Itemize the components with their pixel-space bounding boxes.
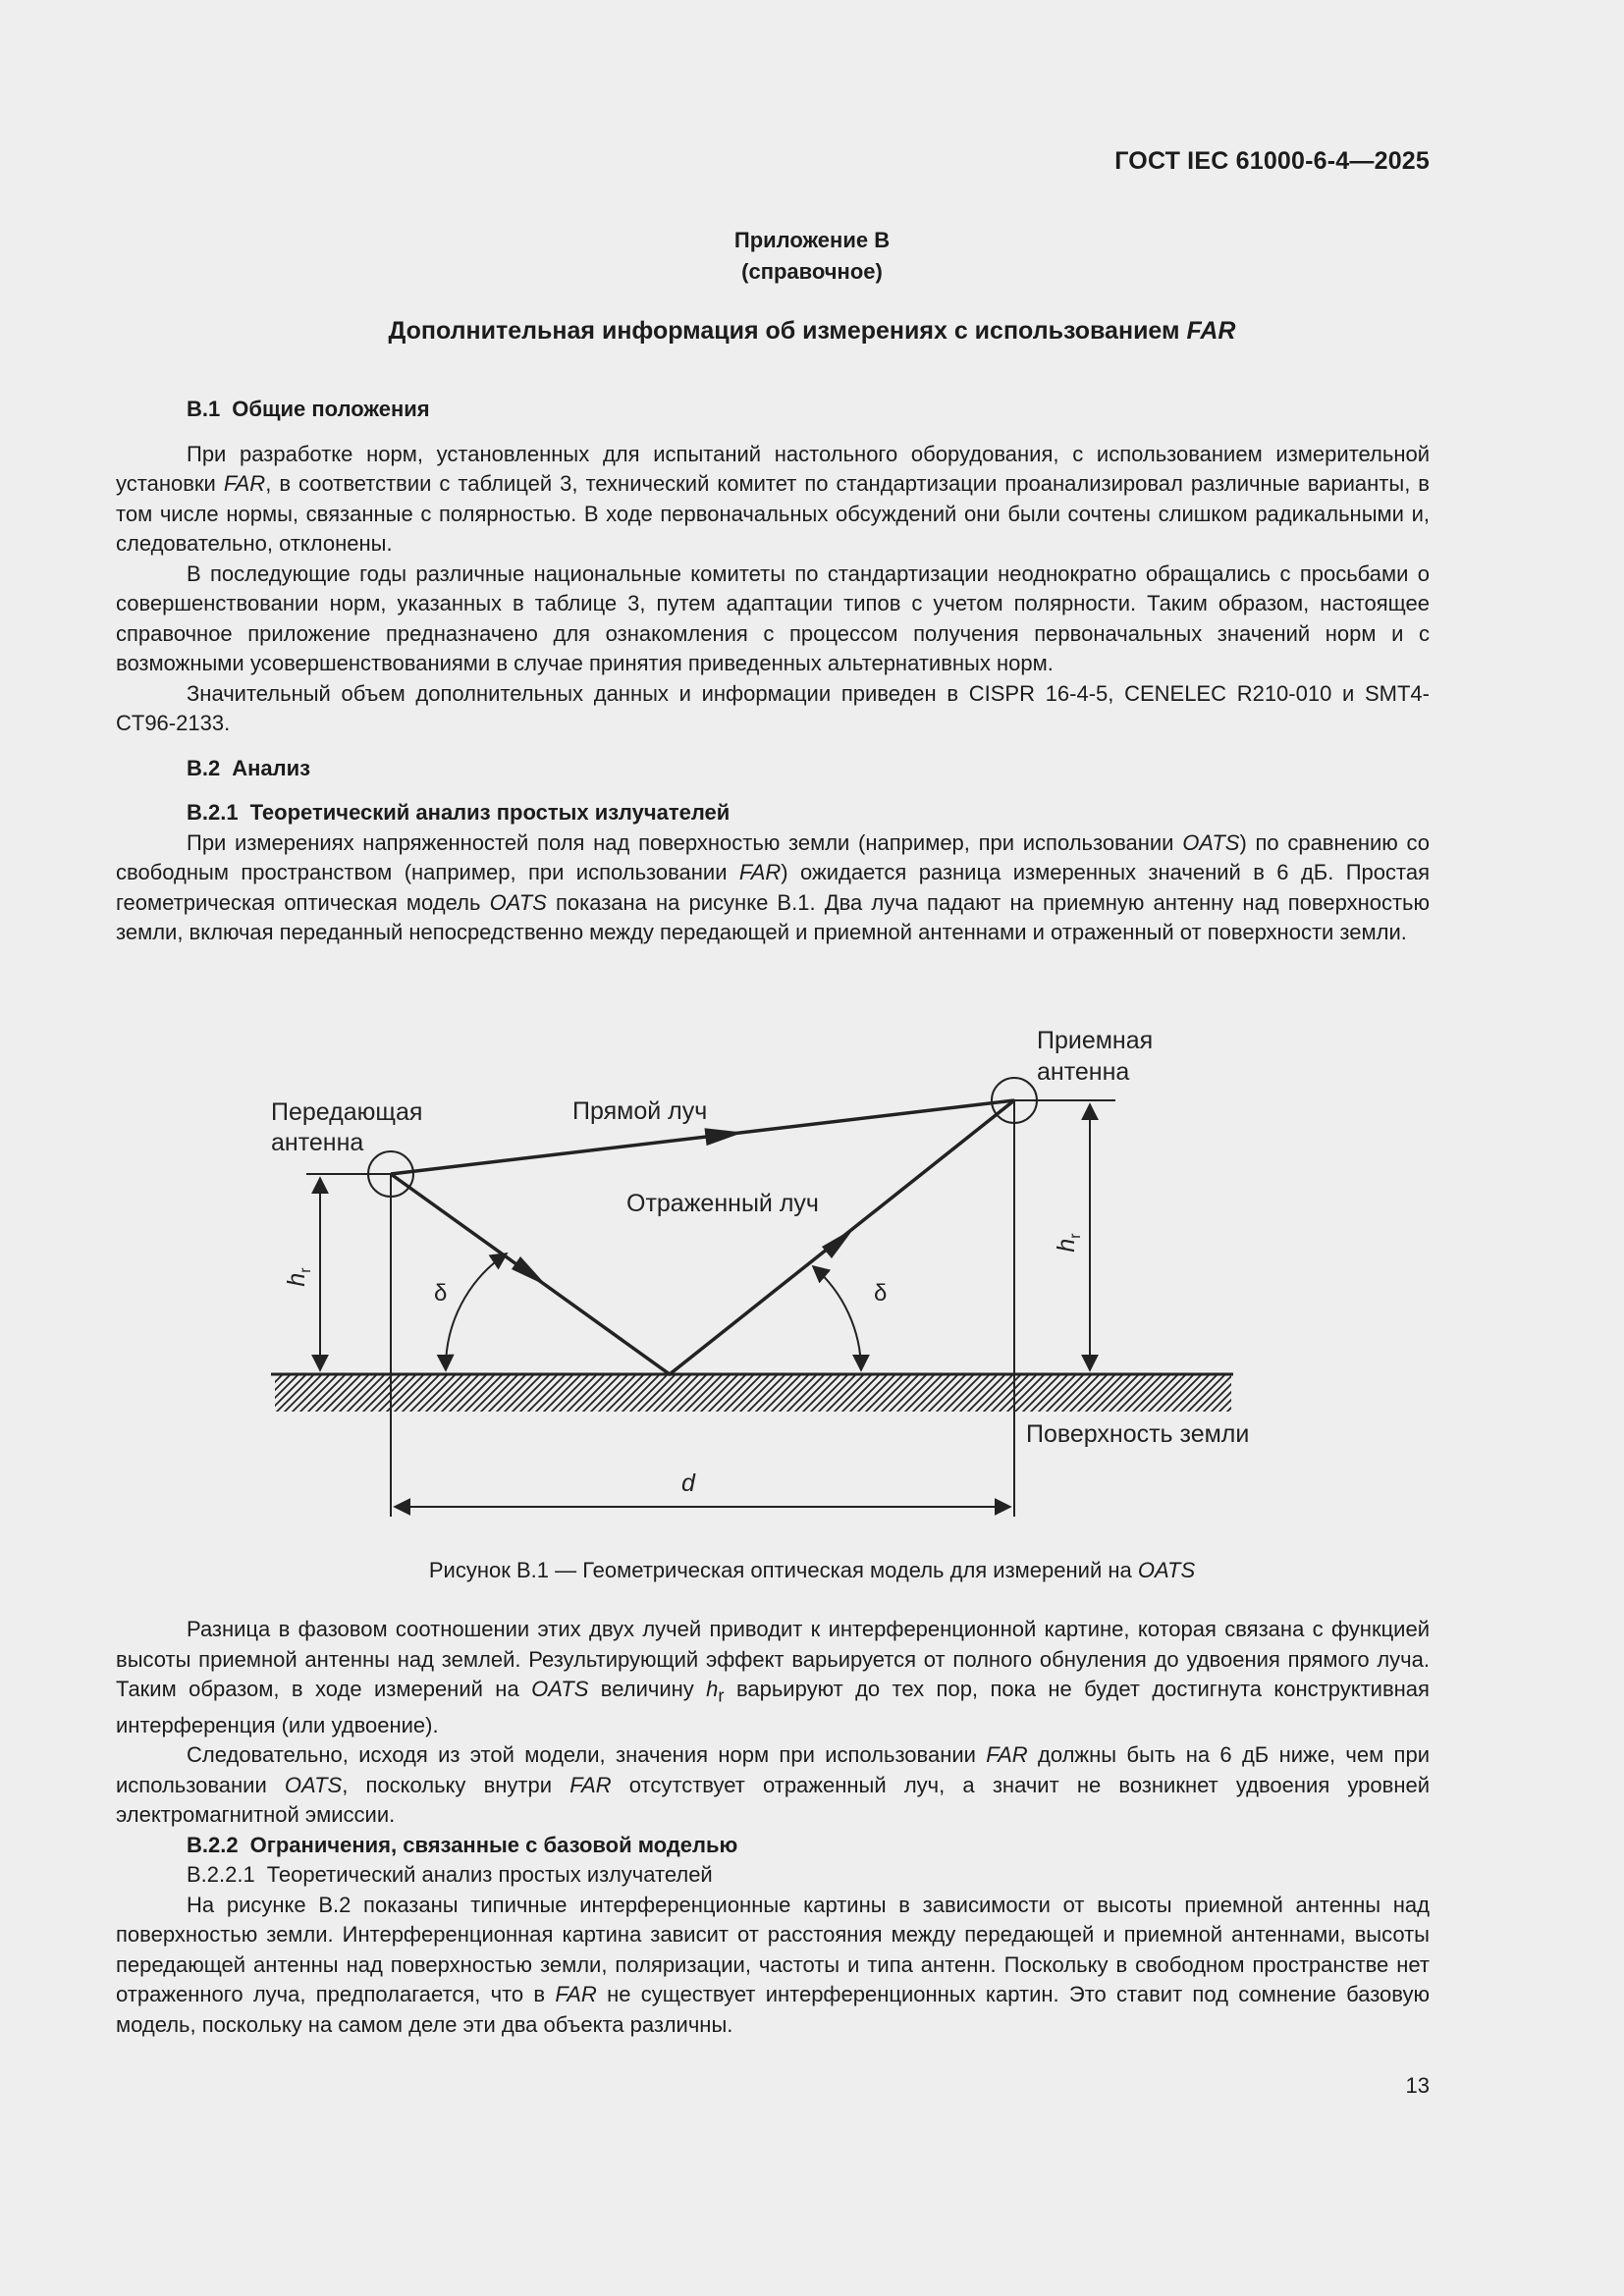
section-number: В.2	[187, 755, 221, 780]
geometric-model-diagram	[0, 1006, 1624, 1595]
h-symbol: h	[283, 1272, 310, 1287]
caption-text: Рисунок В.1 — Геометрическая оптическая модель для измерений на	[428, 1558, 1132, 1582]
incidence-angle-label: δ	[434, 1280, 448, 1307]
annex-title-term: FAR	[1186, 317, 1236, 345]
text-run: показана на рисунке В.1. Два луча падают на приемную антенну над поверхностью земли, включая переданный непосредственно между передающей и приемной антеннами и отраженный от поверхности земли.	[116, 889, 1430, 944]
text-run: Следовательно, исходя из этой модели, значения норм при использовании	[187, 1742, 976, 1768]
reflected-ray-label: Отраженный луч	[626, 1190, 819, 1217]
tx-antenna-label-line2: антенна	[271, 1129, 364, 1156]
body-text-upper	[116, 395, 1430, 948]
paragraph: В последующие годы различные национальные комитеты по стандартизации неоднократно обращались с просьбами о совершенствовании норм, указанных в таблице 3, путем адаптации типов с учетом полярности. Таким образом, настоящее справочное приложение предназначено для ознакомления с процессом получения первоначальных значений норм и с возможными усовершенствованиями в случае принятия приведенных альтернативных норм.	[116, 561, 1430, 675]
term: OATS	[284, 1772, 343, 1797]
rx-height-label	[1053, 1233, 1084, 1253]
text-run: ) по сравнению со свободным пространством (например, при использовании	[116, 829, 1430, 884]
ground-hatching	[275, 1374, 1231, 1412]
rx-antenna-label-line1: Приемная	[1037, 1027, 1154, 1054]
term: FAR	[223, 471, 266, 496]
reflection-angle-arc	[813, 1266, 861, 1370]
term: OATS	[531, 1677, 589, 1701]
section-title: Анализ	[232, 755, 311, 780]
term: FAR	[986, 1742, 1028, 1768]
direct-ray-label: Прямой луч	[572, 1097, 708, 1125]
section-number: В.2.2.1	[187, 1862, 255, 1888]
h-symbol: h	[1053, 1238, 1080, 1253]
section-heading-b221	[116, 1860, 1430, 1891]
figure-b1	[0, 1006, 1624, 1615]
text-run: отсутствует отраженный луч, а значит не возникнет удвоения уровней электромагнитной эмиссии.	[116, 1772, 1431, 1828]
section-title: Теоретический анализ простых излучателей	[249, 800, 731, 825]
text-run: Разница в фазовом соотношении этих двух лучей приводит к интерференционной картине, которая связана с функцией высоты приемной антенны над землей. Результирующий эффект варьируется от полного обнуления до удвоения прямого луча. Таким образом, в ходе измерений на	[116, 1617, 1430, 1701]
paragraph	[116, 1615, 1430, 1740]
rx-antenna-label-line2: антенна	[1037, 1058, 1130, 1086]
text-run: ) ожидается разница измеренных значений в 6 дБ. Простая геометрическая оптическая модель	[116, 860, 1430, 915]
section-heading-b1	[116, 395, 1430, 425]
h-symbol: h	[706, 1677, 719, 1701]
section-heading-b2	[116, 754, 1430, 784]
text-run: величину	[600, 1677, 694, 1701]
reflected-ray-arrowhead-up	[822, 1228, 854, 1258]
annex-heading	[0, 225, 1624, 288]
annex-type: (справочное)	[741, 259, 883, 284]
section-title: Теоретический анализ простых излучателей	[266, 1862, 713, 1888]
text-run: не существует интерференционных картин. Это ставит под сомнение базовую модель, поскольку на самом деле эти два объекта различны.	[116, 1982, 1430, 2037]
distance-symbol: d	[681, 1469, 695, 1497]
text-run: , в соответствии с таблицей 3, технический комитет по стандартизации проанализировал различные варианты, в том числе нормы, связанные с полярностью. В ходе первоначальных обсуждений они были сочтены слишком радикальными и, следовательно, отклонены.	[116, 471, 1430, 556]
tx-antenna-label-line1: Передающая	[271, 1098, 423, 1126]
incidence-angle-arc	[446, 1254, 507, 1370]
h-subscript: r	[1067, 1233, 1084, 1239]
paragraph	[116, 828, 1430, 948]
page-number: 13	[1405, 2073, 1430, 2098]
distance-label	[681, 1469, 696, 1497]
text-run: должны быть на 6 дБ ниже, чем при использовании	[116, 1742, 1430, 1797]
standard-code: ГОСТ IEC 61000-6-4—2025	[1114, 147, 1430, 175]
paragraph	[116, 1891, 1430, 2041]
h-subscript: r	[298, 1267, 314, 1273]
term: FAR	[738, 860, 782, 884]
h-subscript: r	[718, 1684, 725, 1706]
section-title: Общие положения	[232, 397, 430, 421]
annex-title-text: Дополнительная информация об измерениях с использованием	[388, 317, 1180, 345]
body-text-lower	[116, 1615, 1430, 2040]
text-run: При разработке норм, установленных для испытаний настольного оборудования, с использованием измерительной установки	[116, 441, 1430, 496]
figure-caption	[0, 1558, 1624, 1583]
caption-term: OATS	[1137, 1558, 1196, 1582]
text-run: варьируют до тех пор, пока не будет достигнута конструктивная интерференция (или удвоение).	[116, 1677, 1430, 1737]
text-run: На рисунке В.2 показаны типичные интерференционные картины в зависимости от высоты приемной антенны над поверхностью земли. Интерференционная картина зависит от расстояния между передающей и приемной антеннами, высоты передающей антенны над поверхностью земли, поляризации, частоты и типа антенн. Поскольку в свободном пространстве нет отраженного луча, предполагается, что в	[116, 1892, 1430, 2007]
tx-height-label	[283, 1267, 314, 1287]
term: OATS	[489, 889, 547, 915]
annex-title	[0, 317, 1624, 346]
text-run: , поскольку внутри	[342, 1772, 553, 1797]
paragraph: Значительный объем дополнительных данных и информации приведен в CISPR 16-4-5, CENELEC R210-010 и SMT4-CT96-2133.	[116, 680, 1430, 735]
term: FAR	[555, 1982, 597, 2007]
term: FAR	[569, 1772, 612, 1797]
annex-label: Приложение В	[733, 228, 891, 252]
text-run: При измерениях напряженностей поля над поверхностью земли (например, при использовании	[187, 829, 1174, 855]
reflection-angle-label: δ	[874, 1280, 888, 1307]
reflected-ray-arrowhead-down	[512, 1256, 547, 1286]
paragraph	[116, 440, 1430, 560]
reflected-ray-line	[391, 1100, 1014, 1374]
term: OATS	[1182, 829, 1240, 855]
section-number: В.2.1	[187, 800, 239, 825]
direct-ray-arrowhead	[705, 1128, 744, 1146]
section-number: В.1	[187, 397, 221, 421]
section-heading-b22	[116, 1831, 1430, 1861]
section-title: Ограничения, связанные с базовой моделью	[249, 1832, 738, 1857]
paragraph	[116, 1740, 1430, 1831]
section-number: В.2.2	[187, 1832, 239, 1857]
section-heading-b21	[116, 798, 1430, 828]
ground-label: Поверхность земли	[1026, 1420, 1250, 1448]
